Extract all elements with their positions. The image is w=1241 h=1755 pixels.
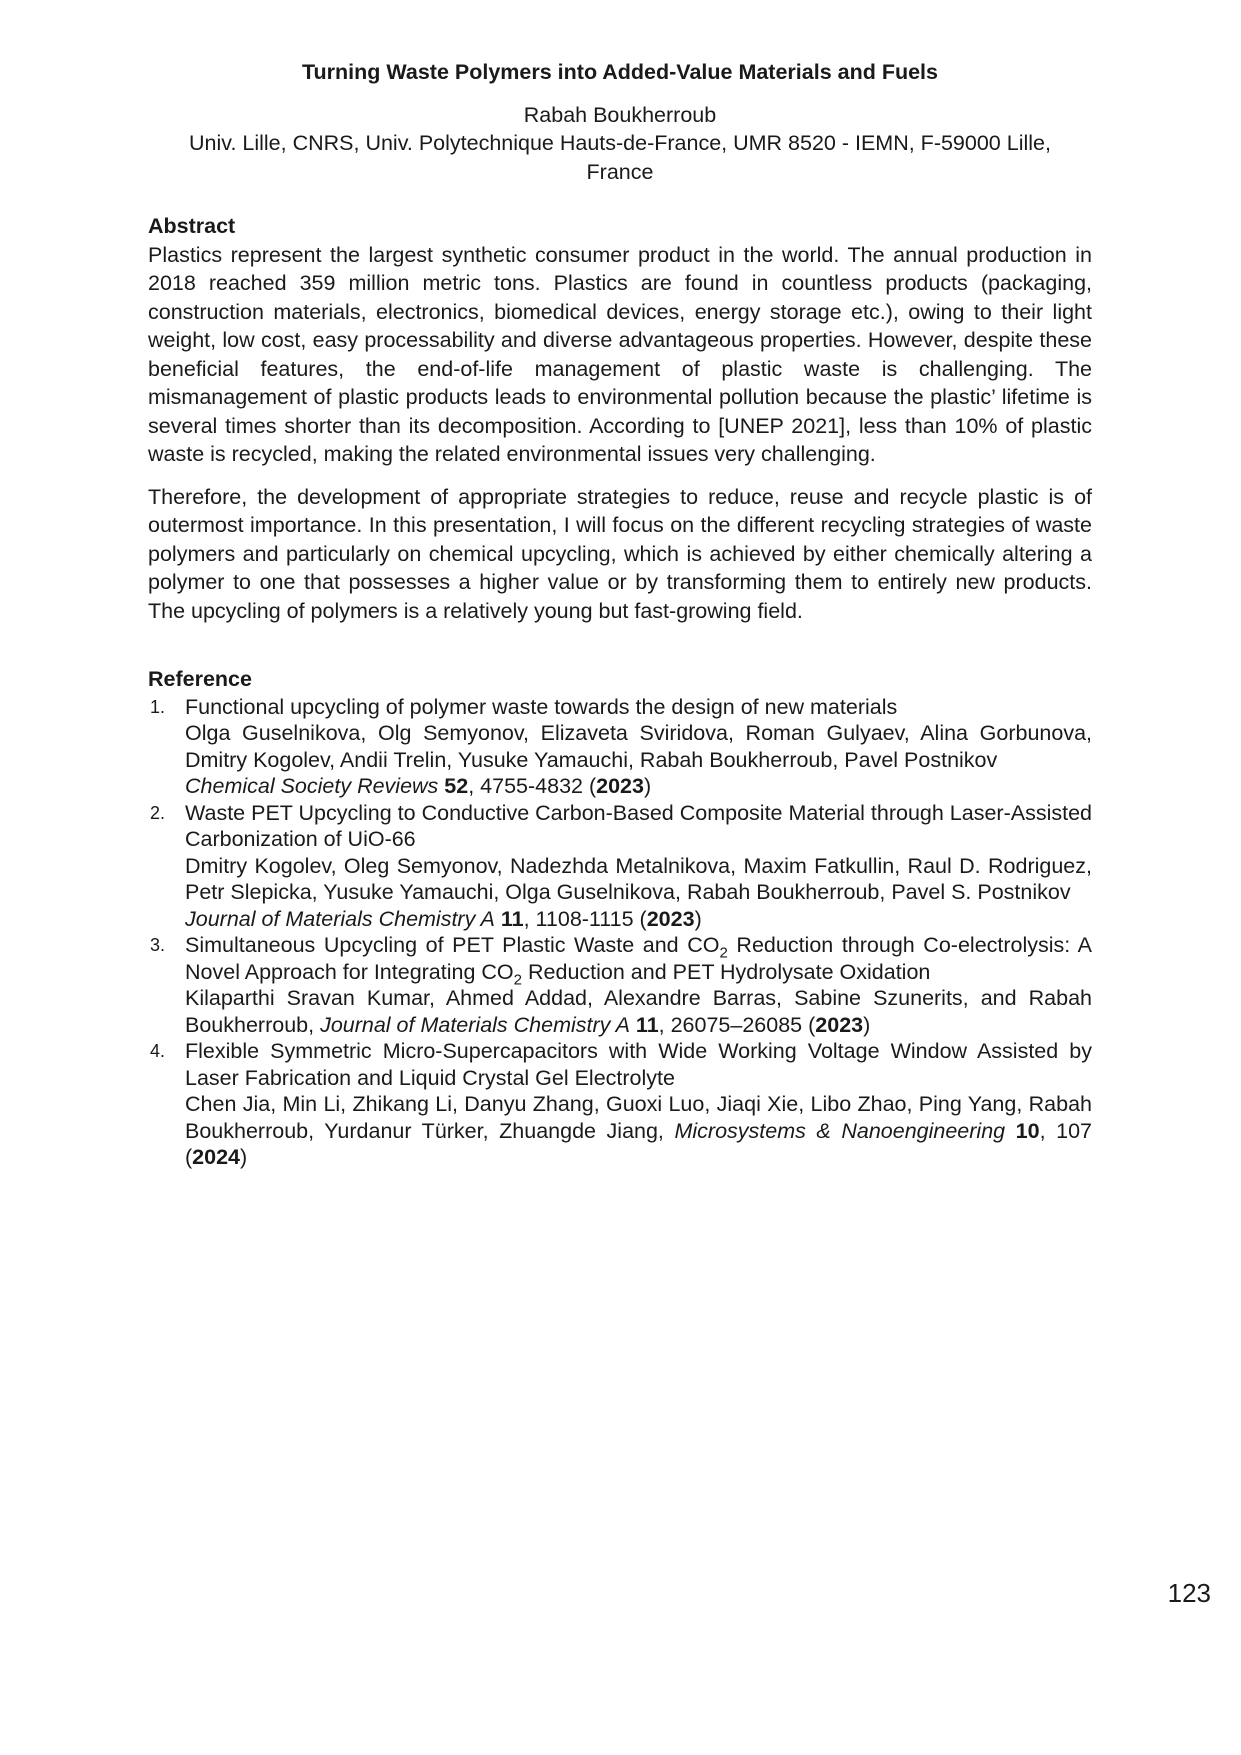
reference-author-list: Chen Jia, Min Li, Zhikang Li, Danyu Zhang, Guoxi Luo, Jiaqi Xie, Libo Zhao, Ping Yang, Rabah Boukherroub, Yurdanur Türker, Zhuangde Jiang,: [185, 1092, 1092, 1143]
reference-heading: Reference: [148, 667, 252, 691]
document-page: [148, 58, 1092, 1171]
reference-list: [148, 694, 1092, 1171]
reference-year: 2024: [192, 1145, 241, 1169]
reference-close: ): [643, 774, 652, 798]
reference-journal: Chemical Society Reviews: [185, 774, 439, 798]
reference-journal: Journal of Materials Chemistry A: [320, 1012, 630, 1037]
reference-title: Functional upcycling of polymer waste towards the design of new materials: [185, 694, 898, 719]
reference-title-part-c: Reduction and PET Hydrolysate Oxidation: [522, 959, 931, 984]
reference-author-list: Kilaparthi Sravan Kumar, Ahmed Addad, Alexandre Barras, Sabine Szunerits, and Rabah Boukherroub,: [185, 986, 1092, 1037]
reference-pages: , 1108-1115 (: [523, 906, 647, 931]
reference-number: 4.: [150, 1041, 166, 1061]
reference-title: Waste PET Upcycling to Conductive Carbon-Based Composite Material through Laser-Assisted Carbonization of UiO-66: [185, 800, 1092, 851]
reference-pages: , 4755-4832 (: [468, 774, 597, 798]
reference-item: [148, 694, 1092, 800]
reference-number: 2.: [150, 802, 166, 823]
reference-authors: Olga Guselnikova, Olg Semyonov, Elizaveta Sviridova, Roman Gulyaev, Alina Gorbunova, Dmitry Kogolev, Andii Trelin, Yusuke Yamauchi, Rabah Boukherroub, Pavel Postnikov: [185, 721, 1092, 772]
reference-year: 2023: [815, 1012, 864, 1037]
reference-year: 2023: [596, 774, 644, 798]
reference-number: 3.: [150, 935, 166, 955]
reference-item: [148, 800, 1092, 933]
subscript-two: 2: [513, 970, 523, 988]
reference-item: [148, 1038, 1092, 1171]
reference-authors: Dmitry Kogolev, Oleg Semyonov, Nadezhda Metalnikova, Maxim Fatkullin, Raul D. Rodriguez, Petr Slepicka, Yusuke Yamauchi, Olga Guselnikova, Rabah Boukherroub, Pavel S. Postnikov: [185, 853, 1092, 904]
reference-title: [185, 932, 1092, 988]
reference-volume: 52: [444, 774, 469, 798]
reference-citation: [185, 906, 1092, 933]
reference-volume: 11: [500, 906, 524, 931]
abstract-heading: Abstract: [148, 214, 236, 238]
reference-title: Flexible Symmetric Micro-Supercapacitors with Wide Working Voltage Window Assisted by Laser Fabrication and Liquid Crystal Gel Electrolyte: [185, 1039, 1092, 1090]
reference-authors: [185, 1091, 1092, 1171]
reference-item: [148, 932, 1092, 1038]
affiliation-line-1: Univ. Lille, CNRS, Univ. Polytechnique Hauts-de-France, UMR 8520 - IEMN, F-59000 Lille,: [189, 131, 1051, 155]
reference-year: 2023: [646, 906, 695, 931]
reference-journal: Microsystems & Nanoengineering: [674, 1118, 1006, 1143]
subscript-two: 2: [719, 944, 728, 962]
reference-pages: , 26075–26085 (: [658, 1012, 816, 1037]
reference-volume: 10: [1015, 1118, 1040, 1143]
page-number: 123: [1167, 1578, 1211, 1608]
reference-authors: [185, 985, 1092, 1038]
reference-journal: Journal of Materials Chemistry A: [185, 906, 495, 931]
reference-volume: 11: [635, 1012, 659, 1037]
reference-citation: [185, 773, 1092, 800]
abstract-paragraph-2: Therefore, the development of appropriate strategies to reduce, reuse and recycle plastic is of outermost importance. In this presentation, I will focus on the different recycling strategies of waste polymers and particularly on chemical upcycling, which is achieved by either chemically altering a polymer to one that possesses a higher value or by transforming them to entirely new products. The upcycling of polymers is a relatively young but fast-growing field.: [148, 484, 1092, 623]
reference-close: ): [694, 906, 702, 931]
paper-title: Turning Waste Polymers into Added-Value Materials and Fuels: [302, 60, 938, 84]
reference-number: 1.: [150, 696, 166, 717]
author-name: Rabah Boukherroub: [523, 102, 717, 127]
abstract-paragraph-1: Plastics represent the largest synthetic consumer product in the world. The annual production in 2018 reached 359 million metric tons. Plastics are found in countless products (packaging, construction materials, electronics, biomedical devices, energy storage etc.), owing to their light weight, low cost, easy processability and diverse advantageous properties. However, despite these beneficial features, the end-of-life management of plastic waste is challenging. The mismanagement of plastic products leads to environmental pollution because the plastic’ lifetime is several times shorter than its decomposition. According to [UNEP 2021], less than 10% of plastic waste is recycled, making the related environmental issues very challenging.: [148, 242, 1092, 466]
reference-close: ): [240, 1145, 248, 1169]
reference-title-part-a: Simultaneous Upcycling of PET Plastic Waste and CO: [185, 933, 720, 957]
affiliation-line-2: France: [586, 159, 654, 184]
reference-close: ): [863, 1012, 871, 1037]
reference-pages: , 107 (: [185, 1118, 1092, 1169]
reference-title-part-b: Reduction through Co-electrolysis: A Novel Approach for Integrating CO: [185, 933, 1092, 984]
